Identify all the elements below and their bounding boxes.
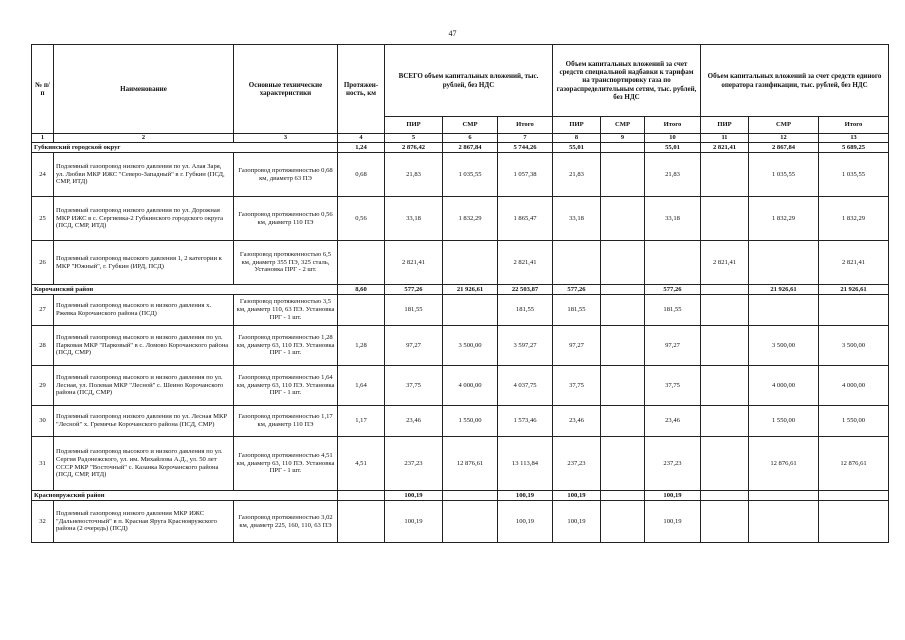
column-number: 11 bbox=[701, 134, 749, 143]
row-length: 0,68 bbox=[338, 153, 385, 197]
table-row bbox=[32, 501, 889, 543]
row-value-c10: 100,19 bbox=[645, 491, 701, 501]
row-length: 1,24 bbox=[338, 143, 385, 153]
column-number: 4 bbox=[338, 134, 385, 143]
row-name: Подземный газопровод низкого давления по ул. Лесная МКР "Лесной" х. Гремячье Корочанского района (ПСД, СМР) bbox=[54, 406, 234, 437]
row-value-c10: 577,26 bbox=[645, 285, 701, 295]
row-name: Подземный газопровод высокого давления 1, 2 категории к МКР "Южный", г. Губкин (ИРД, ПСД) bbox=[54, 241, 234, 285]
region-name: Губкинский городской округ bbox=[32, 143, 338, 153]
row-number: 32 bbox=[32, 501, 54, 543]
subheader-total: Итого bbox=[498, 117, 553, 134]
table-row bbox=[32, 326, 889, 366]
row-value-c6: 21 926,61 bbox=[443, 285, 498, 295]
row-value-c8: 97,27 bbox=[553, 326, 601, 366]
column-number: 3 bbox=[234, 134, 338, 143]
row-value-c7: 2 821,41 bbox=[498, 241, 553, 285]
row-value-c7: 1 057,38 bbox=[498, 153, 553, 197]
row-value-c6: 3 500,00 bbox=[443, 326, 498, 366]
row-value-c10: 237,23 bbox=[645, 437, 701, 491]
region-row bbox=[32, 285, 889, 295]
row-value-c5: 237,23 bbox=[385, 437, 443, 491]
row-value-c10: 37,75 bbox=[645, 366, 701, 406]
page-number: 47 bbox=[448, 29, 457, 38]
row-length bbox=[338, 491, 385, 501]
row-value-c10: 21,83 bbox=[645, 153, 701, 197]
region-row bbox=[32, 491, 889, 501]
row-length: 4,51 bbox=[338, 437, 385, 491]
row-value-c8: 37,75 bbox=[553, 366, 601, 406]
column-number: 10 bbox=[645, 134, 701, 143]
row-value-c11 bbox=[701, 326, 749, 366]
row-value-c5: 21,83 bbox=[385, 153, 443, 197]
row-value-c12: 12 876,61 bbox=[749, 437, 819, 491]
table-body bbox=[32, 143, 889, 543]
row-value-c7: 100,19 bbox=[498, 501, 553, 543]
row-value-c12 bbox=[749, 501, 819, 543]
header-row bbox=[32, 45, 889, 117]
row-value-c6: 4 000,00 bbox=[443, 366, 498, 406]
row-value-c9 bbox=[601, 153, 645, 197]
row-value-c7: 13 113,84 bbox=[498, 437, 553, 491]
row-length bbox=[338, 295, 385, 326]
row-value-c13: 4 000,00 bbox=[819, 366, 889, 406]
table-row bbox=[32, 241, 889, 285]
row-value-c6: 12 876,61 bbox=[443, 437, 498, 491]
row-value-c8: 100,19 bbox=[553, 501, 601, 543]
row-value-c7: 22 503,87 bbox=[498, 285, 553, 295]
row-value-c8 bbox=[553, 241, 601, 285]
row-value-c6 bbox=[443, 295, 498, 326]
subheader-total: Итого bbox=[645, 117, 701, 134]
subheader-total: Итого bbox=[819, 117, 889, 134]
row-value-c12: 4 000,00 bbox=[749, 366, 819, 406]
row-number: 30 bbox=[32, 406, 54, 437]
row-length: 8,60 bbox=[338, 285, 385, 295]
row-value-c11 bbox=[701, 501, 749, 543]
row-value-c8: 181,55 bbox=[553, 295, 601, 326]
row-value-c8: 33,18 bbox=[553, 197, 601, 241]
column-number: 2 bbox=[54, 134, 234, 143]
row-name: Подземный газопровод высокого и низкого давления х. Ржевка Корочанского района (ПСД) bbox=[54, 295, 234, 326]
row-value-c13: 2 821,41 bbox=[819, 241, 889, 285]
row-value-c11 bbox=[701, 285, 749, 295]
column-number-row bbox=[32, 134, 889, 143]
row-name: Подземный газопровод низкого давления по ул. Дорожная МКР ИЖС в с. Сергиевка-2 Губкинского городского округа (ПСД, СМР, ИТД) bbox=[54, 197, 234, 241]
row-spec: Газопровод протяженностью 3,02 км, диаметр 225, 160, 110, 63 ПЭ bbox=[234, 501, 338, 543]
row-value-c7: 3 597,27 bbox=[498, 326, 553, 366]
header-length: Протяжен-ность, км bbox=[338, 45, 385, 134]
row-length: 0,56 bbox=[338, 197, 385, 241]
row-value-c13 bbox=[819, 501, 889, 543]
row-number: 28 bbox=[32, 326, 54, 366]
row-value-c5: 577,26 bbox=[385, 285, 443, 295]
row-value-c5: 33,18 bbox=[385, 197, 443, 241]
row-value-c13: 12 876,61 bbox=[819, 437, 889, 491]
row-value-c7: 1 573,46 bbox=[498, 406, 553, 437]
row-value-c11: 2 821,41 bbox=[701, 241, 749, 285]
row-value-c8: 100,19 bbox=[553, 491, 601, 501]
row-value-c5: 2 876,42 bbox=[385, 143, 443, 153]
column-number: 9 bbox=[601, 134, 645, 143]
subheader-pir: ПИР bbox=[701, 117, 749, 134]
row-number: 26 bbox=[32, 241, 54, 285]
row-name: Подземный газопровод низкого давления МКР ИЖС "Дальневосточный" в п. Красная Яруга Краснояружского района (2 очередь) (ПСД) bbox=[54, 501, 234, 543]
row-value-c13: 5 689,25 bbox=[819, 143, 889, 153]
row-name: Подземный газопровод высокого и низкого давления по ул. Сергия Радонежского, ул. им. Михайлова А.Д., ул. 50 лет СССР МКР "Восточный" с. Казанка Корочанского района (ПСД, СМР, ИТД) bbox=[54, 437, 234, 491]
row-value-c12: 2 867,84 bbox=[749, 143, 819, 153]
row-value-c6: 1 035,55 bbox=[443, 153, 498, 197]
row-value-c9 bbox=[601, 295, 645, 326]
row-value-c6: 1 550,00 bbox=[443, 406, 498, 437]
row-value-c13: 1 550,00 bbox=[819, 406, 889, 437]
row-value-c9 bbox=[601, 326, 645, 366]
row-value-c12 bbox=[749, 491, 819, 501]
capital-investment-table bbox=[31, 44, 889, 543]
row-value-c13: 1 035,55 bbox=[819, 153, 889, 197]
row-value-c5: 100,19 bbox=[385, 491, 443, 501]
row-value-c11 bbox=[701, 366, 749, 406]
row-length: 1,28 bbox=[338, 326, 385, 366]
row-value-c6 bbox=[443, 501, 498, 543]
column-number: 7 bbox=[498, 134, 553, 143]
row-value-c9 bbox=[601, 241, 645, 285]
row-length: 1,17 bbox=[338, 406, 385, 437]
row-value-c12: 1 550,00 bbox=[749, 406, 819, 437]
row-value-c5: 2 821,41 bbox=[385, 241, 443, 285]
header-spec: Основные технические характеристики bbox=[234, 45, 338, 134]
row-value-c5: 97,27 bbox=[385, 326, 443, 366]
row-value-c13: 3 500,00 bbox=[819, 326, 889, 366]
subheader-smr: СМР bbox=[443, 117, 498, 134]
row-value-c8: 23,46 bbox=[553, 406, 601, 437]
header-group-special: Объем капитальных вложений за счет средств специальной надбавки к тарифам на транспортировку газа по газораспределительным сетям, тыс. рублей, без НДС bbox=[553, 45, 701, 117]
row-number: 24 bbox=[32, 153, 54, 197]
row-value-c9 bbox=[601, 437, 645, 491]
row-spec: Газопровод протяженностью 0,56 км, диаметр 110 ПЭ bbox=[234, 197, 338, 241]
row-value-c12: 3 500,00 bbox=[749, 326, 819, 366]
row-value-c11 bbox=[701, 295, 749, 326]
row-number: 27 bbox=[32, 295, 54, 326]
row-name: Подземный газопровод высокого и низкого давления по ул. Лесная, ул. Полевая МКР "Лесной" с. Шеино Корочанского района (ПСД, СМР) bbox=[54, 366, 234, 406]
row-value-c11 bbox=[701, 437, 749, 491]
row-number: 31 bbox=[32, 437, 54, 491]
table-row bbox=[32, 295, 889, 326]
row-value-c5: 100,19 bbox=[385, 501, 443, 543]
table-row bbox=[32, 366, 889, 406]
row-spec: Газопровод протяженностью 1,17 км, диаметр 110 ПЭ bbox=[234, 406, 338, 437]
table-row bbox=[32, 406, 889, 437]
row-spec: Газопровод протяженностью 1,64 км, диаметр 63, 110 ПЭ. Установка ПРГ - 1 шт. bbox=[234, 366, 338, 406]
row-spec: Газопровод протяженностью 6,5 км, диаметр 355 ПЭ, 325 сталь, Установка ПРГ - 2 шт. bbox=[234, 241, 338, 285]
row-name: Подземный газопровод высокого и низкого давления по ул. Парковая МКР "Парковый" в с. Ломово Корочанского района (ПСД, СМР) bbox=[54, 326, 234, 366]
row-name: Подземный газопровод низкого давления по ул. Алая Заря, ул. Любви МКР ИЖС "Северо-Западный" в г. Губкин (ПСД, СМР, ИТД) bbox=[54, 153, 234, 197]
subheader-smr: СМР bbox=[749, 117, 819, 134]
row-value-c6 bbox=[443, 241, 498, 285]
row-value-c10: 97,27 bbox=[645, 326, 701, 366]
subheader-pir: ПИР bbox=[553, 117, 601, 134]
row-value-c10 bbox=[645, 241, 701, 285]
row-value-c9 bbox=[601, 143, 645, 153]
row-value-c5: 23,46 bbox=[385, 406, 443, 437]
row-value-c7: 181,55 bbox=[498, 295, 553, 326]
row-number: 25 bbox=[32, 197, 54, 241]
header-num: № п/п bbox=[32, 45, 54, 134]
table-row bbox=[32, 153, 889, 197]
row-value-c6: 1 832,29 bbox=[443, 197, 498, 241]
row-value-c10: 100,19 bbox=[645, 501, 701, 543]
row-value-c11 bbox=[701, 491, 749, 501]
table-row bbox=[32, 197, 889, 241]
row-value-c10: 33,18 bbox=[645, 197, 701, 241]
row-length: 1,64 bbox=[338, 366, 385, 406]
row-value-c12: 1 832,29 bbox=[749, 197, 819, 241]
row-spec: Газопровод протяженностью 1,28 км, диаметр 63, 110 ПЭ. Установка ПРГ - 1 шт. bbox=[234, 326, 338, 366]
row-value-c10: 23,46 bbox=[645, 406, 701, 437]
row-value-c11 bbox=[701, 406, 749, 437]
row-value-c9 bbox=[601, 285, 645, 295]
column-number: 8 bbox=[553, 134, 601, 143]
row-value-c9 bbox=[601, 491, 645, 501]
row-length bbox=[338, 501, 385, 543]
row-value-c11: 2 821,41 bbox=[701, 143, 749, 153]
row-value-c9 bbox=[601, 197, 645, 241]
row-value-c8: 21,83 bbox=[553, 153, 601, 197]
table-row bbox=[32, 437, 889, 491]
row-number: 29 bbox=[32, 366, 54, 406]
row-value-c10: 55,01 bbox=[645, 143, 701, 153]
row-value-c5: 181,55 bbox=[385, 295, 443, 326]
row-value-c6 bbox=[443, 491, 498, 501]
row-value-c13 bbox=[819, 491, 889, 501]
subheader-pir: ПИР bbox=[385, 117, 443, 134]
column-number: 6 bbox=[443, 134, 498, 143]
row-value-c8: 55,01 bbox=[553, 143, 601, 153]
row-value-c12: 1 035,55 bbox=[749, 153, 819, 197]
region-name: Корочанский район bbox=[32, 285, 338, 295]
row-value-c9 bbox=[601, 406, 645, 437]
row-length bbox=[338, 241, 385, 285]
row-value-c11 bbox=[701, 153, 749, 197]
header-group-operator: Объем капитальных вложений за счет средств единого оператора газификации, тыс. рублей, без НДС bbox=[701, 45, 889, 117]
row-spec: Газопровод протяженностью 4,51 км, диаметр 63, 110 ПЭ. Установка ПРГ - 1 шт. bbox=[234, 437, 338, 491]
row-value-c12 bbox=[749, 295, 819, 326]
row-value-c12: 21 926,61 bbox=[749, 285, 819, 295]
row-value-c9 bbox=[601, 366, 645, 406]
column-number: 13 bbox=[819, 134, 889, 143]
header-group-total: ВСЕГО объем капитальных вложений, тыс. рублей, без НДС bbox=[385, 45, 553, 117]
column-number: 12 bbox=[749, 134, 819, 143]
region-name: Краснояружский район bbox=[32, 491, 338, 501]
row-value-c6: 2 867,84 bbox=[443, 143, 498, 153]
row-value-c12 bbox=[749, 241, 819, 285]
row-value-c7: 1 865,47 bbox=[498, 197, 553, 241]
header-name: Наименование bbox=[54, 45, 234, 134]
row-value-c8: 577,26 bbox=[553, 285, 601, 295]
row-spec: Газопровод протяженностью 3,5 км, диаметр 110, 63 ПЭ. Установка ПРГ - 1 шт. bbox=[234, 295, 338, 326]
row-value-c7: 100,19 bbox=[498, 491, 553, 501]
row-value-c13: 1 832,29 bbox=[819, 197, 889, 241]
row-value-c13: 21 926,61 bbox=[819, 285, 889, 295]
row-value-c10: 181,55 bbox=[645, 295, 701, 326]
row-value-c7: 5 744,26 bbox=[498, 143, 553, 153]
row-value-c8: 237,23 bbox=[553, 437, 601, 491]
column-number: 5 bbox=[385, 134, 443, 143]
subheader-smr: СМР bbox=[601, 117, 645, 134]
row-value-c13 bbox=[819, 295, 889, 326]
row-value-c9 bbox=[601, 501, 645, 543]
row-value-c7: 4 037,75 bbox=[498, 366, 553, 406]
row-value-c5: 37,75 bbox=[385, 366, 443, 406]
region-row bbox=[32, 143, 889, 153]
row-value-c11 bbox=[701, 197, 749, 241]
column-number: 1 bbox=[32, 134, 54, 143]
row-spec: Газопровод протяженностью 0,68 км, диаметр 63 ПЭ bbox=[234, 153, 338, 197]
